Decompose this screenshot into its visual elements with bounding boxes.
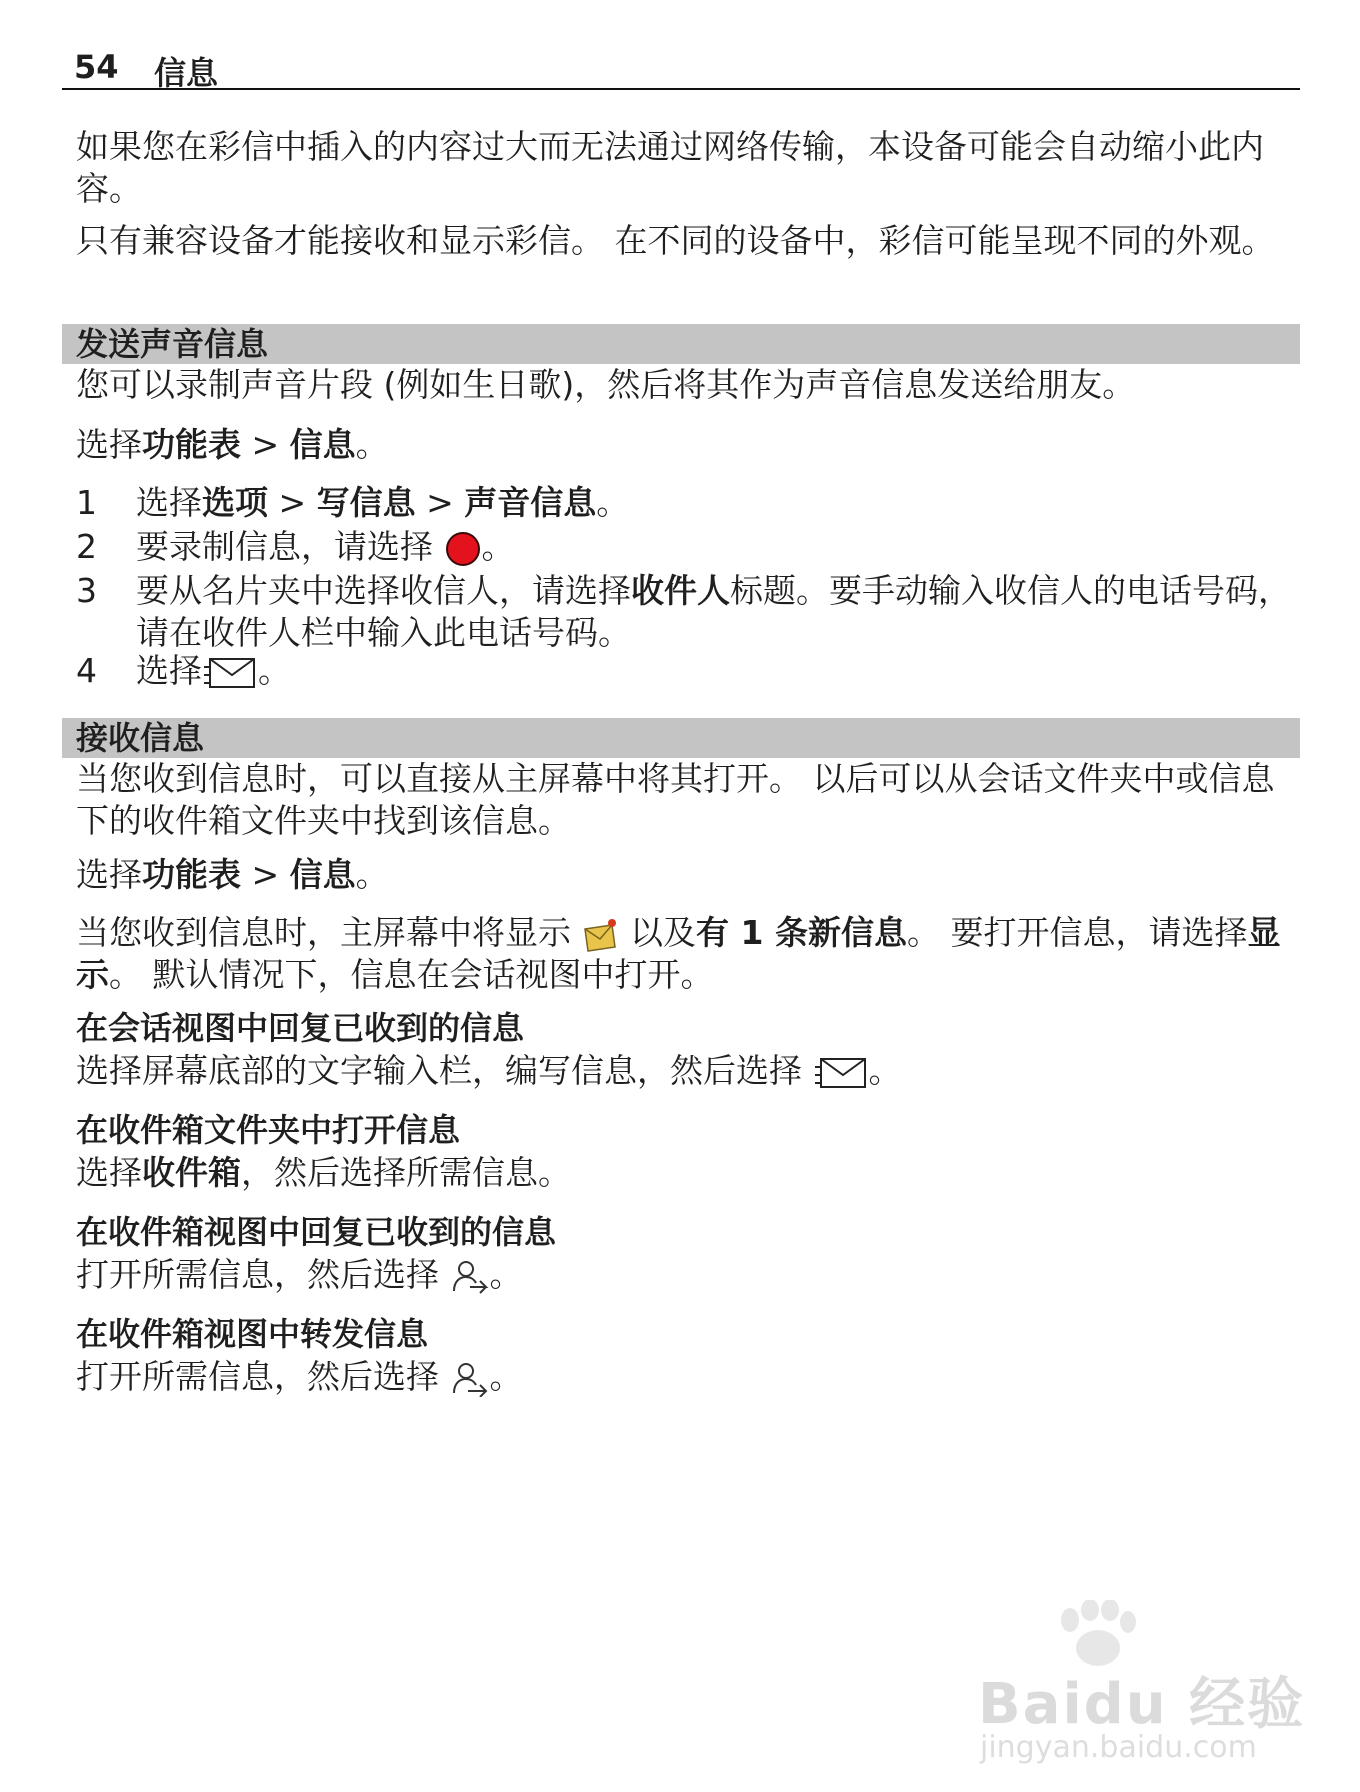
step-text: 要录制信息，请选择 。 [136,527,515,566]
subsection-text: 打开所需信息，然后选择 。 [76,1357,523,1396]
audio-menu-path: 选择功能表 > 信息。 [76,425,389,464]
send-message-icon [202,655,258,691]
step-text: 要从名片夹中选择收信人，请选择收件人标题。要手动输入收信人的电话号码，请在收件人栏中输入此电话号码。 [136,571,1291,652]
record-icon [446,532,480,566]
subsection-text: 选择收件箱，然后选择所需信息。 [76,1153,571,1192]
subsection-heading: 在收件箱视图中回复已收到的信息 [76,1213,557,1251]
receive-menu-path: 选择功能表 > 信息。 [76,855,389,894]
page-header [62,44,1300,90]
subsection-heading: 在会话视图中回复已收到的信息 [76,1009,525,1047]
section-heading-band [62,324,1300,364]
send-message-icon [813,1055,869,1091]
audio-description: 您可以录制声音片段 (例如生日歌)，然后将其作为声音信息发送给朋友。 [76,365,1136,404]
watermark [930,1600,1320,1770]
section-heading: 接收信息 [76,719,205,757]
subsection-text: 打开所需信息，然后选择 。 [76,1255,523,1294]
step-text: 选择选项 > 写信息 > 声音信息。 [136,483,630,522]
step-number: 1 [76,483,97,522]
watermark-url: jingyan.baidu.com [980,1730,1257,1765]
page-number: 54 [74,48,119,86]
step-number: 3 [76,571,97,610]
step-number: 2 [76,527,97,566]
step-text: 选择 。 [136,651,291,690]
section-heading-band [62,718,1300,758]
subsection-heading: 在收件箱文件夹中打开信息 [76,1111,461,1149]
subsection-heading: 在收件箱视图中转发信息 [76,1315,429,1353]
step-number: 4 [76,651,97,690]
watermark-brand: Baidu 经验 [978,1672,1306,1737]
subsection-text: 选择屏幕底部的文字输入栏，编写信息，然后选择 。 [76,1051,902,1090]
forward-icon [450,1361,490,1397]
page-title: 信息 [154,54,219,92]
intro-paragraph-1: 如果您在彩信中插入的内容过大而无法通过网络传输，本设备可能会自动缩小此内容。 [76,127,1264,208]
intro-paragraph-2: 只有兼容设备才能接收和显示彩信。 在不同的设备中，彩信可能呈现不同的外观。 [76,221,1275,260]
new-message-icon [582,917,620,953]
reply-icon [450,1259,490,1295]
receive-notification-text: 当您收到信息时，主屏幕中将显示 以及有 1 条新信息。 要打开信息，请选择显示。 默认情况下，信息在会话视图中打开。 [76,913,1281,994]
section-heading: 发送声音信息 [76,325,269,363]
receive-description: 当您收到信息时，可以直接从主屏幕中将其打开。 以后可以从会话文件夹中或信息下的收件箱文件夹中找到该信息。 [76,759,1275,840]
